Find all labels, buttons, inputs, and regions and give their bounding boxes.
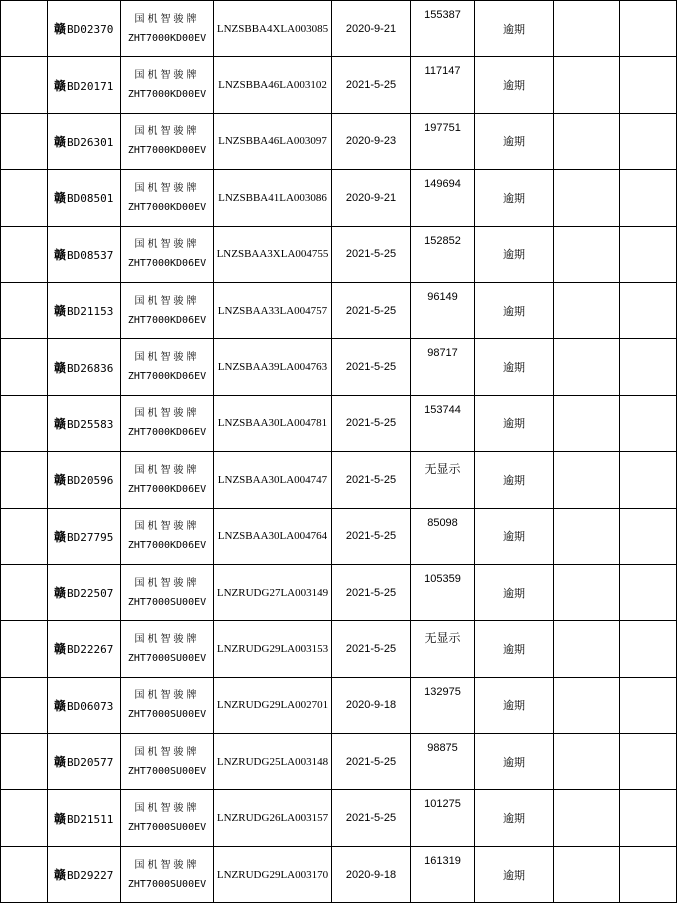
brand-name: 国机智骏牌: [134, 126, 200, 138]
table-row: [1, 339, 677, 395]
mileage-cell: 无显示: [411, 621, 475, 677]
table-row: [1, 170, 677, 226]
mileage-cell: 149694: [411, 170, 475, 226]
brand-name: 国机智骏牌: [134, 746, 200, 758]
blank-left-cell: [1, 452, 48, 508]
table-row: [1, 1, 677, 57]
mileage-cell: 155387: [411, 1, 475, 57]
blank-left-cell: [1, 508, 48, 564]
brand-name: 国机智骏牌: [134, 633, 200, 645]
plate-cell: [48, 452, 121, 508]
mileage-cell: 153744: [411, 395, 475, 451]
plate-cell: [48, 339, 121, 395]
table-row: [1, 677, 677, 733]
mileage-cell: 197751: [411, 113, 475, 169]
blank-cell: [620, 846, 677, 902]
blank-cell: [620, 734, 677, 790]
model-cell: [121, 57, 214, 113]
model-code: ZHT7000KD00EV: [127, 32, 207, 44]
blank-cell: [554, 621, 620, 677]
plate-province: 赣: [54, 586, 67, 601]
date-cell: 2021-5-25: [332, 790, 411, 846]
date-cell: 2020-9-23: [332, 113, 411, 169]
model-cell: [121, 790, 214, 846]
mileage-cell: 96149: [411, 282, 475, 338]
blank-cell: [554, 57, 620, 113]
plate-cell: [48, 508, 121, 564]
plate-number: BD08501: [67, 192, 114, 206]
mileage-cell: 98717: [411, 339, 475, 395]
blank-left-cell: [1, 395, 48, 451]
status-cell: 逾期: [475, 846, 554, 902]
vin-cell: LNZSBBA46LA003102: [214, 57, 332, 113]
blank-cell: [620, 170, 677, 226]
blank-left-cell: [1, 282, 48, 338]
mileage-cell: 无显示: [411, 452, 475, 508]
plate-cell: [48, 1, 121, 57]
blank-cell: [620, 677, 677, 733]
plate-number: BD20577: [67, 756, 114, 770]
model-code: ZHT7000SU00EV: [127, 878, 207, 890]
model-code: ZHT7000KD06EV: [127, 314, 207, 326]
blank-cell: [620, 790, 677, 846]
date-cell: 2021-5-25: [332, 282, 411, 338]
date-cell: 2020-9-21: [332, 1, 411, 57]
status-cell: 逾期: [475, 452, 554, 508]
model-cell: [121, 621, 214, 677]
date-cell: 2021-5-25: [332, 621, 411, 677]
status-cell: 逾期: [475, 395, 554, 451]
model-code: ZHT7000KD06EV: [127, 540, 207, 552]
blank-cell: [620, 1, 677, 57]
date-cell: 2020-9-18: [332, 677, 411, 733]
model-cell: [121, 677, 214, 733]
status-cell: 逾期: [475, 282, 554, 338]
date-cell: 2020-9-18: [332, 846, 411, 902]
plate-province: 赣: [54, 529, 67, 544]
model-code: ZHT7000KD06EV: [127, 427, 207, 439]
vin-cell: LNZRUDG29LA003153: [214, 621, 332, 677]
plate-cell: [48, 564, 121, 620]
blank-cell: [554, 395, 620, 451]
plate-number: BD22507: [67, 587, 114, 601]
blank-left-cell: [1, 113, 48, 169]
brand-name: 国机智骏牌: [134, 577, 200, 589]
mileage-cell: 132975: [411, 677, 475, 733]
model-code: ZHT7000KD06EV: [127, 371, 207, 383]
blank-cell: [620, 395, 677, 451]
blank-left-cell: [1, 677, 48, 733]
model-code: ZHT7000KD06EV: [127, 483, 207, 495]
blank-left-cell: [1, 339, 48, 395]
vin-cell: LNZSBBA41LA003086: [214, 170, 332, 226]
plate-province: 赣: [54, 755, 67, 770]
model-code: ZHT7000SU00EV: [127, 765, 207, 777]
blank-cell: [554, 226, 620, 282]
status-cell: 逾期: [475, 621, 554, 677]
plate-province: 赣: [54, 642, 67, 657]
plate-province: 赣: [54, 78, 67, 93]
mileage-cell: 152852: [411, 226, 475, 282]
blank-cell: [554, 564, 620, 620]
table-row: [1, 734, 677, 790]
date-cell: 2021-5-25: [332, 508, 411, 564]
vin-cell: LNZSBAA3XLA004755: [214, 226, 332, 282]
date-cell: 2021-5-25: [332, 734, 411, 790]
status-cell: 逾期: [475, 734, 554, 790]
plate-number: BD26836: [67, 361, 114, 375]
blank-cell: [554, 677, 620, 733]
model-cell: [121, 564, 214, 620]
model-cell: [121, 846, 214, 902]
blank-left-cell: [1, 57, 48, 113]
vin-cell: LNZRUDG26LA003157: [214, 790, 332, 846]
plate-number: BD20596: [67, 474, 114, 488]
date-cell: 2021-5-25: [332, 452, 411, 508]
plate-province: 赣: [54, 811, 67, 826]
vin-cell: LNZSBAA39LA004763: [214, 339, 332, 395]
vin-cell: LNZRUDG27LA003149: [214, 564, 332, 620]
date-cell: 2021-5-25: [332, 57, 411, 113]
model-cell: [121, 508, 214, 564]
plate-cell: [48, 170, 121, 226]
status-cell: 逾期: [475, 57, 554, 113]
status-cell: 逾期: [475, 226, 554, 282]
vin-cell: LNZRUDG29LA003170: [214, 846, 332, 902]
plate-province: 赣: [54, 698, 67, 713]
model-cell: [121, 339, 214, 395]
mileage-cell: 98875: [411, 734, 475, 790]
plate-province: 赣: [54, 191, 67, 206]
status-cell: 逾期: [475, 677, 554, 733]
status-cell: 逾期: [475, 170, 554, 226]
model-cell: [121, 1, 214, 57]
model-cell: [121, 113, 214, 169]
vin-cell: LNZSBAA33LA004757: [214, 282, 332, 338]
plate-number: BD26301: [67, 135, 114, 149]
blank-cell: [554, 846, 620, 902]
model-code: ZHT7000KD00EV: [127, 145, 207, 157]
vin-cell: LNZSBAA30LA004781: [214, 395, 332, 451]
brand-name: 国机智骏牌: [134, 13, 200, 25]
vin-cell: LNZSBAA30LA004747: [214, 452, 332, 508]
blank-cell: [620, 226, 677, 282]
brand-name: 国机智骏牌: [134, 239, 200, 251]
blank-cell: [620, 564, 677, 620]
status-cell: 逾期: [475, 790, 554, 846]
blank-cell: [554, 282, 620, 338]
blank-cell: [620, 57, 677, 113]
model-code: ZHT7000KD00EV: [127, 89, 207, 101]
model-code: ZHT7000SU00EV: [127, 709, 207, 721]
model-cell: [121, 734, 214, 790]
table-row: [1, 621, 677, 677]
model-cell: [121, 170, 214, 226]
blank-cell: [554, 170, 620, 226]
date-cell: 2021-5-25: [332, 339, 411, 395]
blank-cell: [554, 339, 620, 395]
table-row: [1, 57, 677, 113]
blank-cell: [554, 734, 620, 790]
blank-cell: [620, 282, 677, 338]
status-cell: 逾期: [475, 339, 554, 395]
table-row: [1, 508, 677, 564]
vin-cell: LNZSBBA4XLA003085: [214, 1, 332, 57]
model-code: ZHT7000SU00EV: [127, 652, 207, 664]
plate-cell: [48, 226, 121, 282]
date-cell: 2021-5-25: [332, 564, 411, 620]
table-row: [1, 226, 677, 282]
model-code: ZHT7000KD00EV: [127, 201, 207, 213]
vin-cell: LNZSBAA30LA004764: [214, 508, 332, 564]
plate-province: 赣: [54, 416, 67, 431]
vin-cell: LNZRUDG25LA003148: [214, 734, 332, 790]
plate-cell: [48, 113, 121, 169]
table-row: [1, 113, 677, 169]
mileage-cell: 161319: [411, 846, 475, 902]
plate-province: 赣: [54, 134, 67, 149]
plate-province: 赣: [54, 304, 67, 319]
mileage-cell: 101275: [411, 790, 475, 846]
table-row: [1, 564, 677, 620]
plate-number: BD21153: [67, 305, 114, 319]
blank-left-cell: [1, 790, 48, 846]
model-code: ZHT7000KD06EV: [127, 258, 207, 270]
blank-left-cell: [1, 621, 48, 677]
plate-province: 赣: [54, 473, 67, 488]
plate-cell: [48, 677, 121, 733]
status-cell: 逾期: [475, 113, 554, 169]
table-row: [1, 395, 677, 451]
blank-left-cell: [1, 170, 48, 226]
date-cell: 2021-5-25: [332, 226, 411, 282]
plate-number: BD22267: [67, 643, 114, 657]
table-row: [1, 790, 677, 846]
blank-cell: [554, 1, 620, 57]
mileage-cell: 105359: [411, 564, 475, 620]
blank-cell: [554, 452, 620, 508]
brand-name: 国机智骏牌: [134, 182, 200, 194]
brand-name: 国机智骏牌: [134, 859, 200, 871]
status-cell: 逾期: [475, 1, 554, 57]
model-cell: [121, 226, 214, 282]
model-code: ZHT7000SU00EV: [127, 822, 207, 834]
vin-cell: LNZSBBA46LA003097: [214, 113, 332, 169]
blank-cell: [620, 621, 677, 677]
model-code: ZHT7000SU00EV: [127, 596, 207, 608]
model-cell: [121, 395, 214, 451]
plate-cell: [48, 734, 121, 790]
plate-number: BD27795: [67, 530, 114, 544]
blank-left-cell: [1, 226, 48, 282]
date-cell: 2020-9-21: [332, 170, 411, 226]
brand-name: 国机智骏牌: [134, 690, 200, 702]
plate-number: BD02370: [67, 23, 114, 37]
plate-number: BD08537: [67, 248, 114, 262]
brand-name: 国机智骏牌: [134, 70, 200, 82]
plate-number: BD29227: [67, 869, 114, 883]
blank-cell: [620, 452, 677, 508]
brand-name: 国机智骏牌: [134, 803, 200, 815]
brand-name: 国机智骏牌: [134, 408, 200, 420]
brand-name: 国机智骏牌: [134, 352, 200, 364]
blank-cell: [620, 113, 677, 169]
table-row: [1, 452, 677, 508]
plate-number: BD20171: [67, 79, 114, 93]
blank-left-cell: [1, 1, 48, 57]
blank-cell: [620, 508, 677, 564]
plate-province: 赣: [54, 22, 67, 37]
vin-cell: LNZRUDG29LA002701: [214, 677, 332, 733]
brand-name: 国机智骏牌: [134, 295, 200, 307]
plate-cell: [48, 790, 121, 846]
plate-province: 赣: [54, 247, 67, 262]
blank-left-cell: [1, 734, 48, 790]
date-cell: 2021-5-25: [332, 395, 411, 451]
blank-cell: [554, 508, 620, 564]
plate-cell: [48, 57, 121, 113]
status-cell: 逾期: [475, 564, 554, 620]
model-cell: [121, 452, 214, 508]
mileage-cell: 85098: [411, 508, 475, 564]
blank-cell: [620, 339, 677, 395]
plate-province: 赣: [54, 868, 67, 883]
plate-cell: [48, 621, 121, 677]
table-row: [1, 282, 677, 338]
blank-cell: [554, 113, 620, 169]
plate-cell: [48, 846, 121, 902]
blank-left-cell: [1, 846, 48, 902]
plate-number: BD25583: [67, 417, 114, 431]
plate-cell: [48, 395, 121, 451]
plate-province: 赣: [54, 360, 67, 375]
plate-cell: [48, 282, 121, 338]
plate-number: BD06073: [67, 699, 114, 713]
brand-name: 国机智骏牌: [134, 521, 200, 533]
blank-left-cell: [1, 564, 48, 620]
table-row: [1, 846, 677, 902]
plate-number: BD21511: [67, 812, 114, 826]
vehicle-table-body: [1, 1, 677, 903]
status-cell: 逾期: [475, 508, 554, 564]
blank-cell: [554, 790, 620, 846]
mileage-cell: 117147: [411, 57, 475, 113]
brand-name: 国机智骏牌: [134, 464, 200, 476]
model-cell: [121, 282, 214, 338]
